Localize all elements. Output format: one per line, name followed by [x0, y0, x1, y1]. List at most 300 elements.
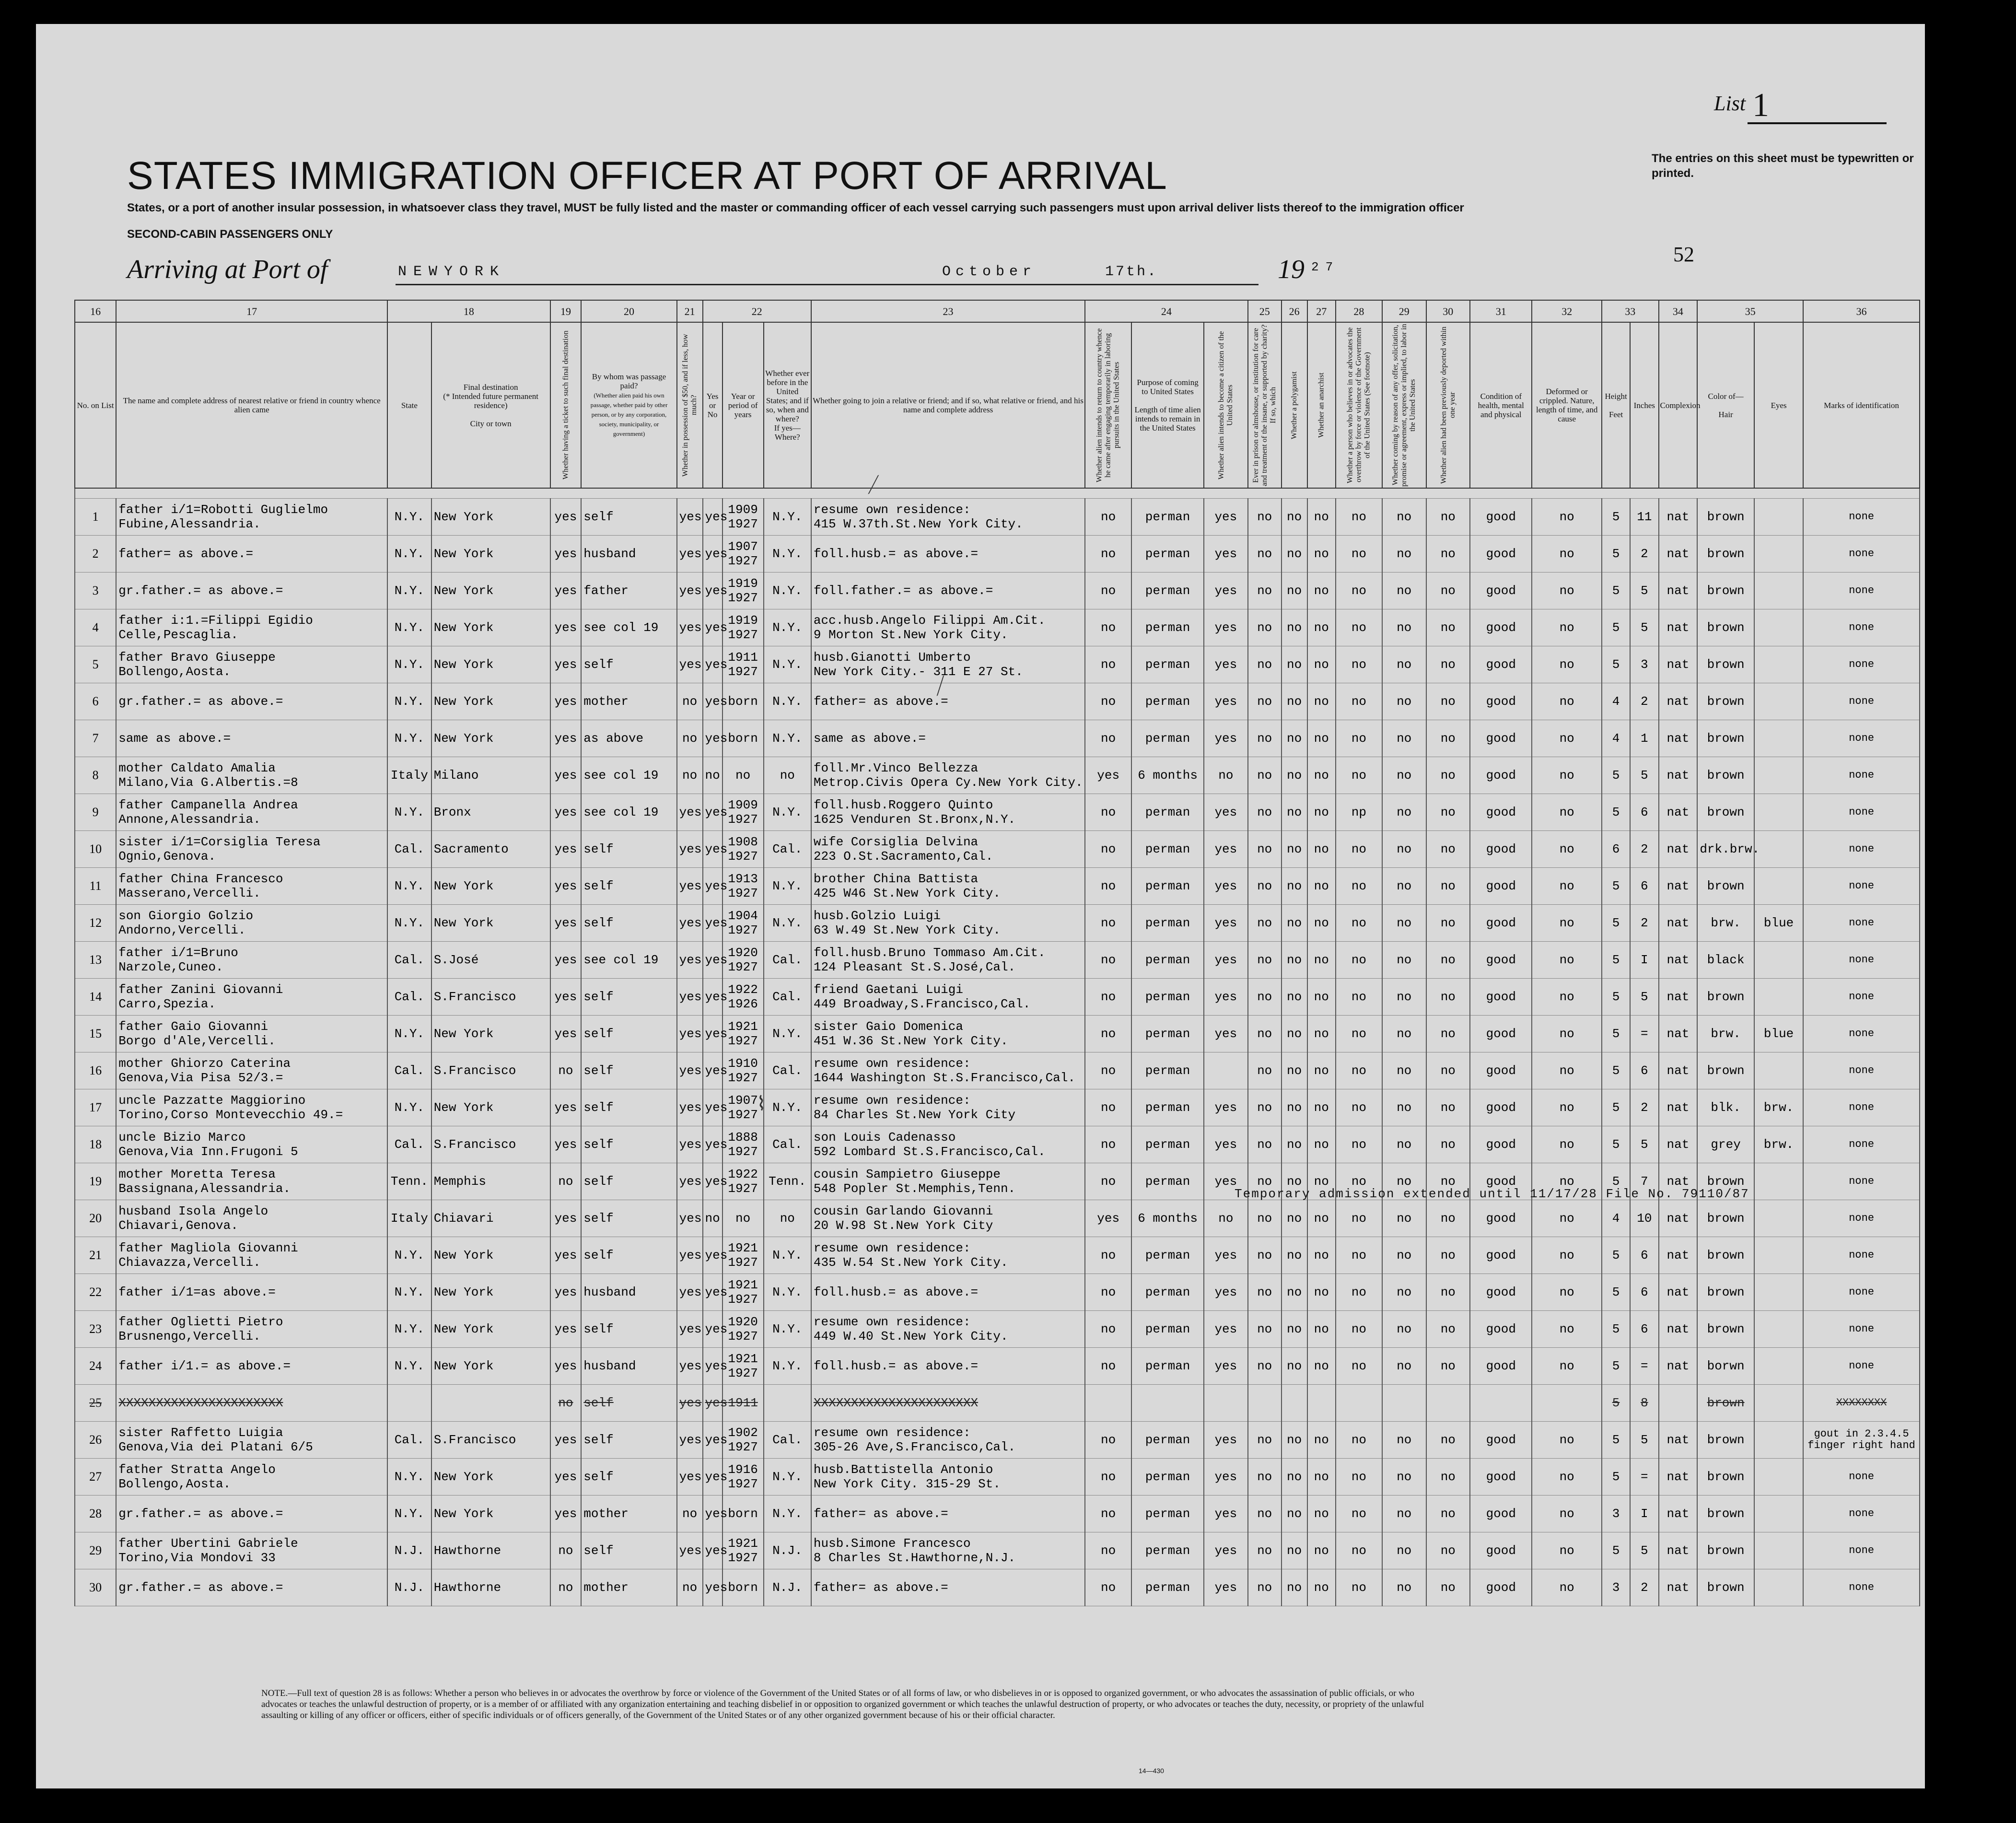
cell-contract: no	[1382, 1459, 1426, 1496]
cell-poly: no	[1282, 1311, 1307, 1348]
cell-deform: no	[1532, 646, 1602, 683]
cell-over: no	[1336, 1200, 1382, 1237]
cell-length: perman	[1131, 794, 1204, 831]
cell-before: yes	[703, 1052, 722, 1089]
join-line-1: foll.husb.= as above.=	[813, 547, 979, 561]
cell-where: Cal.	[764, 979, 811, 1016]
rel-line-1: son Giorgio Golzio	[118, 909, 254, 923]
cell-deport: no	[1426, 794, 1470, 831]
cell-inches: I	[1630, 1496, 1658, 1532]
join-line-2: New York City. 315-29 St.	[813, 1477, 1001, 1491]
cell-eyes	[1754, 1532, 1803, 1569]
cell-before: yes	[703, 1569, 722, 1606]
cell-rel	[116, 905, 387, 942]
day-value: 17th.	[1105, 264, 1158, 280]
cell-eyes: brw.	[1754, 1126, 1803, 1163]
cell-rel	[116, 1422, 387, 1459]
cell-anar: no	[1307, 831, 1336, 868]
cell-before: yes	[703, 979, 722, 1016]
cell-health: good	[1470, 646, 1532, 683]
cell-over: no	[1336, 536, 1382, 573]
cell-deport: no	[1426, 1422, 1470, 1459]
cell-city: S.Francisco	[431, 979, 550, 1016]
cell-citizen: yes	[1204, 1274, 1248, 1311]
cell-feet: 5	[1602, 1459, 1630, 1496]
cell-feet: 5	[1602, 1016, 1630, 1052]
cell-prison: no	[1248, 573, 1282, 609]
cell-fifty: yes	[677, 573, 703, 609]
cell-citizen	[1204, 1385, 1248, 1422]
cell-join	[811, 683, 1085, 720]
cell-over: no	[1336, 609, 1382, 646]
cell-ret: no	[1085, 831, 1131, 868]
cell-prison: no	[1248, 905, 1282, 942]
cell-anar: no	[1307, 499, 1336, 536]
cell-city: New York	[431, 536, 550, 573]
cell-over: no	[1336, 905, 1382, 942]
cell-rel	[116, 536, 387, 573]
cell-where: Tenn.	[764, 1163, 811, 1200]
cell-length: perman	[1131, 1126, 1204, 1163]
date-rule	[913, 284, 1259, 285]
cell-anar: no	[1307, 683, 1336, 720]
year-line-1: no	[735, 768, 751, 783]
cell-no: 26	[75, 1422, 116, 1459]
year-line-2: 1927	[728, 1551, 758, 1565]
cell-poly: no	[1282, 794, 1307, 831]
rel-line-1: sister i/1=Corsiglia Teresa	[118, 835, 321, 849]
cell-prison: no	[1248, 757, 1282, 794]
cell-over: no	[1336, 1422, 1382, 1459]
cell-deform: no	[1532, 720, 1602, 757]
rel-line-1: father China Francesco	[118, 872, 283, 886]
cell-marks: none	[1803, 1532, 1920, 1569]
cell-length: perman	[1131, 1422, 1204, 1459]
cell-hair: brown	[1697, 794, 1754, 831]
cell-marks: none	[1803, 1496, 1920, 1532]
cell-eyes	[1754, 1385, 1803, 1422]
cell-eyes	[1754, 499, 1803, 536]
cell-ticket: yes	[550, 1200, 582, 1237]
cell-paid: self	[581, 1422, 676, 1459]
cell-deform: no	[1532, 573, 1602, 609]
rel-line-2: Celle,Pescaglia.	[118, 628, 238, 642]
cell-deform: no	[1532, 1016, 1602, 1052]
cell-marks: none	[1803, 1569, 1920, 1606]
cell-eyes	[1754, 1496, 1803, 1532]
cell-feet: 5	[1602, 1532, 1630, 1569]
cell-anar: no	[1307, 1089, 1336, 1126]
cell-marks: none	[1803, 1200, 1920, 1237]
cell-feet: 5	[1602, 573, 1630, 609]
cell-join	[811, 536, 1085, 573]
cell-paid: self	[581, 905, 676, 942]
table-row	[75, 979, 1920, 1016]
table-row	[75, 1126, 1920, 1163]
cell-feet: 5	[1602, 1237, 1630, 1274]
cell-rel	[116, 794, 387, 831]
cell-citizen: yes	[1204, 868, 1248, 905]
cell-paid: self	[581, 868, 676, 905]
cell-eyes	[1754, 609, 1803, 646]
cell-year	[722, 1496, 764, 1532]
cell-deport: no	[1426, 536, 1470, 573]
cell-anar: no	[1307, 1532, 1336, 1569]
cell-fifty: yes	[677, 1274, 703, 1311]
header-before-us	[764, 322, 811, 488]
cell-length: perman	[1131, 1532, 1204, 1569]
col-num: 33	[1602, 300, 1659, 322]
cell-ret: no	[1085, 1274, 1131, 1311]
cell-over: no	[1336, 720, 1382, 757]
year-line-1: 1910	[728, 1056, 758, 1071]
rel-line-1: mother Ghiorzo Caterina	[118, 1056, 291, 1071]
cell-poly: no	[1282, 1237, 1307, 1274]
cell-marks: none	[1803, 831, 1920, 868]
rel-line-1: sister Raffetto Luigia	[118, 1426, 283, 1440]
cell-over: no	[1336, 942, 1382, 979]
cell-deform: no	[1532, 794, 1602, 831]
header-fifty-dollars: Whether in possession of $50, and if less, how much?	[677, 322, 703, 488]
cell-feet: 5	[1602, 1052, 1630, 1089]
cell-no: 28	[75, 1496, 116, 1532]
cell-state: N.Y.	[387, 499, 431, 536]
cell-no: 16	[75, 1052, 116, 1089]
cell-ticket: yes	[550, 1089, 582, 1126]
join-line-1: resume own residence:	[813, 1056, 971, 1071]
rel-line-1: father i/1=Robotti Guglielmo	[118, 502, 328, 517]
handwritten-mark: ⟋	[928, 674, 951, 700]
cell-anar: no	[1307, 646, 1336, 683]
cell-inches: =	[1630, 1016, 1658, 1052]
cell-fifty: no	[677, 720, 703, 757]
join-line-2: New York City.- 311 E 27 St.	[813, 665, 1023, 679]
cell-eyes	[1754, 720, 1803, 757]
cell-length: perman	[1131, 1016, 1204, 1052]
table-row	[75, 1016, 1920, 1052]
cell-poly: no	[1282, 609, 1307, 646]
header-purpose-citizen: Whether alien intends to become a citizen of the United States	[1204, 322, 1248, 488]
cell-length: perman	[1131, 1348, 1204, 1385]
cell-citizen: yes	[1204, 683, 1248, 720]
year-line-1: 1916	[728, 1462, 758, 1477]
rel-line-1: gr.father.= as above.=	[118, 694, 283, 709]
table-row	[75, 536, 1920, 573]
join-line-1: resume own residence:	[813, 1241, 971, 1255]
cell-year	[722, 1422, 764, 1459]
cell-inches: 5	[1630, 1422, 1658, 1459]
cell-where: no	[764, 1200, 811, 1237]
cell-ret: no	[1085, 1496, 1131, 1532]
cell-complex: nat	[1659, 683, 1698, 720]
cell-paid: husband	[581, 1274, 676, 1311]
cell-where: N.Y.	[764, 573, 811, 609]
cell-paid: mother	[581, 1496, 676, 1532]
cell-rel	[116, 1459, 387, 1496]
cell-complex: nat	[1659, 646, 1698, 683]
cell-length: perman	[1131, 536, 1204, 573]
cell-deport: no	[1426, 1089, 1470, 1126]
cell-city: New York	[431, 905, 550, 942]
rel-line-1: father i/1=as above.=	[118, 1285, 276, 1299]
cell-paid: self	[581, 831, 676, 868]
cell-anar: no	[1307, 757, 1336, 794]
color-of-label: Color of—	[1708, 391, 1744, 401]
cell-length: 6 months	[1131, 757, 1204, 794]
join-line-1: cousin Garlando Giovanni	[813, 1204, 993, 1218]
rel-line-2: Fubine,Alessandria.	[118, 517, 261, 531]
rel-line-2: Andorno,Vercelli.	[118, 923, 246, 937]
cell-feet: 3	[1602, 1496, 1630, 1532]
cell-contract: no	[1382, 1348, 1426, 1385]
join-line-1: brother China Battista	[813, 872, 979, 886]
col-num: 23	[811, 300, 1085, 322]
cell-paid: husband	[581, 536, 676, 573]
cell-health: good	[1470, 1459, 1532, 1496]
cell-city: Memphis	[431, 1163, 550, 1200]
year-line-1: 1919	[728, 576, 758, 591]
cell-feet: 5	[1602, 1348, 1630, 1385]
cell-deport: no	[1426, 1200, 1470, 1237]
cell-state: N.J.	[387, 1532, 431, 1569]
cell-marks: none	[1803, 1089, 1920, 1126]
cell-paid: as above	[581, 720, 676, 757]
list-number: 1	[1752, 87, 1769, 124]
cell-ret: no	[1085, 868, 1131, 905]
join-line-1: resume own residence:	[813, 502, 971, 517]
cell-health	[1470, 1385, 1532, 1422]
cell-hair: brown	[1697, 1311, 1754, 1348]
cell-join	[811, 1385, 1085, 1422]
cell-where: Cal.	[764, 1422, 811, 1459]
cell-state: N.J.	[387, 1569, 431, 1606]
cell-paid: self	[581, 1016, 676, 1052]
cell-deport: no	[1426, 831, 1470, 868]
cell-join	[811, 1311, 1085, 1348]
cell-fifty: yes	[677, 646, 703, 683]
cell-marks: none	[1803, 942, 1920, 979]
cell-marks: none	[1803, 1311, 1920, 1348]
city-label: City or town	[470, 419, 512, 428]
cell-health: good	[1470, 868, 1532, 905]
cell-marks: none	[1803, 979, 1920, 1016]
year-line-2: 1927	[728, 591, 758, 605]
final-destination-note: (* Intended future permanent residence)	[443, 391, 539, 410]
cell-year	[722, 609, 764, 646]
cell-citizen: yes	[1204, 1089, 1248, 1126]
cell-rel	[116, 646, 387, 683]
year-line-2: 1927	[728, 849, 758, 864]
table-row	[75, 683, 1920, 720]
header-anarchist: Whether an anarchist	[1307, 322, 1336, 488]
col-num: 16	[75, 300, 116, 322]
cell-anar: no	[1307, 1348, 1336, 1385]
cell-join	[811, 1532, 1085, 1569]
purpose-label: Purpose of coming to United States	[1137, 378, 1199, 396]
cell-deform: no	[1532, 1459, 1602, 1496]
passage-label: By whom was passage paid?	[592, 372, 666, 390]
handwritten-mark: ⟋	[862, 473, 883, 499]
rel-line-2: Chiavari,Genova.	[118, 1218, 238, 1233]
cell-inches: 11	[1630, 499, 1658, 536]
cell-ret: no	[1085, 1126, 1131, 1163]
cell-citizen: yes	[1204, 942, 1248, 979]
col-num: 17	[116, 300, 387, 322]
cell-fifty: no	[677, 683, 703, 720]
rel-line-1: father Zanini Giovanni	[118, 982, 283, 997]
table-row	[75, 942, 1920, 979]
cell-state: N.Y.	[387, 905, 431, 942]
rel-line-2: Carro,Spezia.	[118, 997, 216, 1011]
cell-poly: no	[1282, 646, 1307, 683]
cell-anar: no	[1307, 1163, 1336, 1200]
cell-where: N.J.	[764, 1569, 811, 1606]
cell-complex: nat	[1659, 573, 1698, 609]
cell-fifty: yes	[677, 1052, 703, 1089]
year-line-1: 1922	[728, 982, 758, 997]
cell-contract	[1382, 1385, 1426, 1422]
cell-inches: 3	[1630, 646, 1658, 683]
cell-state: N.Y.	[387, 1311, 431, 1348]
cell-length: perman	[1131, 905, 1204, 942]
cell-deform	[1532, 1385, 1602, 1422]
cell-no: 18	[75, 1126, 116, 1163]
cell-deport: no	[1426, 979, 1470, 1016]
cell-city: Chiavari	[431, 1200, 550, 1237]
cell-where: N.Y.	[764, 1089, 811, 1126]
cell-city	[431, 1385, 550, 1422]
year-line-1: born	[728, 1507, 758, 1521]
cell-before: yes	[703, 1237, 722, 1274]
cell-no: 30	[75, 1569, 116, 1606]
join-line-1: foll.husb.= as above.=	[813, 1359, 979, 1373]
cell-where: N.Y.	[764, 1237, 811, 1274]
join-line-1: father= as above.=	[813, 694, 948, 709]
cell-health: good	[1470, 1569, 1532, 1606]
cell-ticket: no	[550, 1163, 582, 1200]
rel-line-1: gr.father.= as above.=	[118, 1507, 283, 1521]
year-line-2: 1927	[728, 1255, 758, 1270]
cell-year	[722, 1200, 764, 1237]
cell-hair: brown	[1697, 683, 1754, 720]
cell-length: perman	[1131, 1089, 1204, 1126]
cell-hair: grey	[1697, 1126, 1754, 1163]
cell-city: New York	[431, 1496, 550, 1532]
cell-marks: none	[1803, 499, 1920, 536]
cell-inches: 6	[1630, 1274, 1658, 1311]
cell-hair: brown	[1697, 979, 1754, 1016]
rel-line-1: father Bravo Giuseppe	[118, 650, 276, 665]
table-row	[75, 1200, 1920, 1237]
cell-inches: 5	[1630, 1532, 1658, 1569]
cell-complex: nat	[1659, 1459, 1698, 1496]
cell-where: N.Y.	[764, 905, 811, 942]
cell-paid: mother	[581, 683, 676, 720]
cell-hair: brown	[1697, 1459, 1754, 1496]
cell-citizen: yes	[1204, 609, 1248, 646]
join-line-2: 548 Popler St.Memphis,Tenn.	[813, 1181, 1016, 1196]
header-contract: Whether coming by reason of any offer, solicitation, promise or agreement, express or implied, to labor in the United States	[1382, 322, 1426, 488]
cell-anar: no	[1307, 1422, 1336, 1459]
cell-where: N.Y.	[764, 609, 811, 646]
cell-eyes	[1754, 1348, 1803, 1385]
cell-complex: nat	[1659, 1089, 1698, 1126]
cell-ret: no	[1085, 905, 1131, 942]
cell-poly: no	[1282, 831, 1307, 868]
cell-eyes	[1754, 942, 1803, 979]
join-line-1: foll.husb.= as above.=	[813, 1285, 979, 1299]
year-line-1: 1909	[728, 798, 758, 812]
cell-eyes	[1754, 1422, 1803, 1459]
cell-inches: 8	[1630, 1385, 1658, 1422]
cell-over: no	[1336, 1569, 1382, 1606]
cell-over: no	[1336, 1496, 1382, 1532]
cell-over: no	[1336, 1237, 1382, 1274]
cell-ret: no	[1085, 1569, 1131, 1606]
cell-over: no	[1336, 683, 1382, 720]
cell-fifty: no	[677, 1496, 703, 1532]
cell-anar: no	[1307, 1459, 1336, 1496]
year-line-1: 1921	[728, 1241, 758, 1255]
cell-poly: no	[1282, 1274, 1307, 1311]
cell-deform: no	[1532, 831, 1602, 868]
cell-join	[811, 1569, 1085, 1606]
header-no-on-list: No. on List	[75, 322, 116, 488]
table-row	[75, 1385, 1920, 1422]
cell-city: Hawthorne	[431, 1569, 550, 1606]
cell-join	[811, 1126, 1085, 1163]
cell-health: good	[1470, 1348, 1532, 1385]
page-subtitle: States, or a port of another insular possession, in whatsoever class they travel, MUST be fully listed and the master or commanding officer of each vessel carrying such passengers must upon arrival deliver lists thereof to the immigration officer	[127, 201, 1464, 214]
year-line-1: born	[728, 1580, 758, 1595]
cell-hair: borwn	[1697, 1348, 1754, 1385]
cell-over: no	[1336, 831, 1382, 868]
cell-contract: no	[1382, 573, 1426, 609]
cell-poly: no	[1282, 1200, 1307, 1237]
cell-ret	[1085, 1385, 1131, 1422]
cell-poly: no	[1282, 536, 1307, 573]
cell-contract: no	[1382, 1052, 1426, 1089]
year-line-1: 1911	[728, 1396, 758, 1410]
cell-paid: self	[581, 1052, 676, 1089]
cell-hair: brown	[1697, 1385, 1754, 1422]
cell-inches: 6	[1630, 1237, 1658, 1274]
rel-line-1: same as above.=	[118, 731, 231, 746]
cell-eyes	[1754, 1569, 1803, 1606]
rel-line-1: father Gaio Giovanni	[118, 1019, 268, 1034]
cell-join	[811, 1016, 1085, 1052]
table-row	[75, 905, 1920, 942]
cell-health: good	[1470, 1274, 1532, 1311]
cell-paid: husband	[581, 1348, 676, 1385]
cell-city: Bronx	[431, 794, 550, 831]
table-row	[75, 1569, 1920, 1606]
table-row	[75, 831, 1920, 868]
cell-city: Milano	[431, 757, 550, 794]
cell-fifty: yes	[677, 1459, 703, 1496]
year-line-1: 1921	[728, 1019, 758, 1034]
cell-feet: 3	[1602, 1569, 1630, 1606]
year-line-2: 1927	[728, 628, 758, 642]
cell-before: yes	[703, 536, 722, 573]
cell-state: N.Y.	[387, 1089, 431, 1126]
cell-feet: 5	[1602, 1422, 1630, 1459]
cell-marks: none	[1803, 609, 1920, 646]
cell-city: New York	[431, 1237, 550, 1274]
cell-complex: nat	[1659, 536, 1698, 573]
cell-feet: 5	[1602, 757, 1630, 794]
cell-before: yes	[703, 905, 722, 942]
